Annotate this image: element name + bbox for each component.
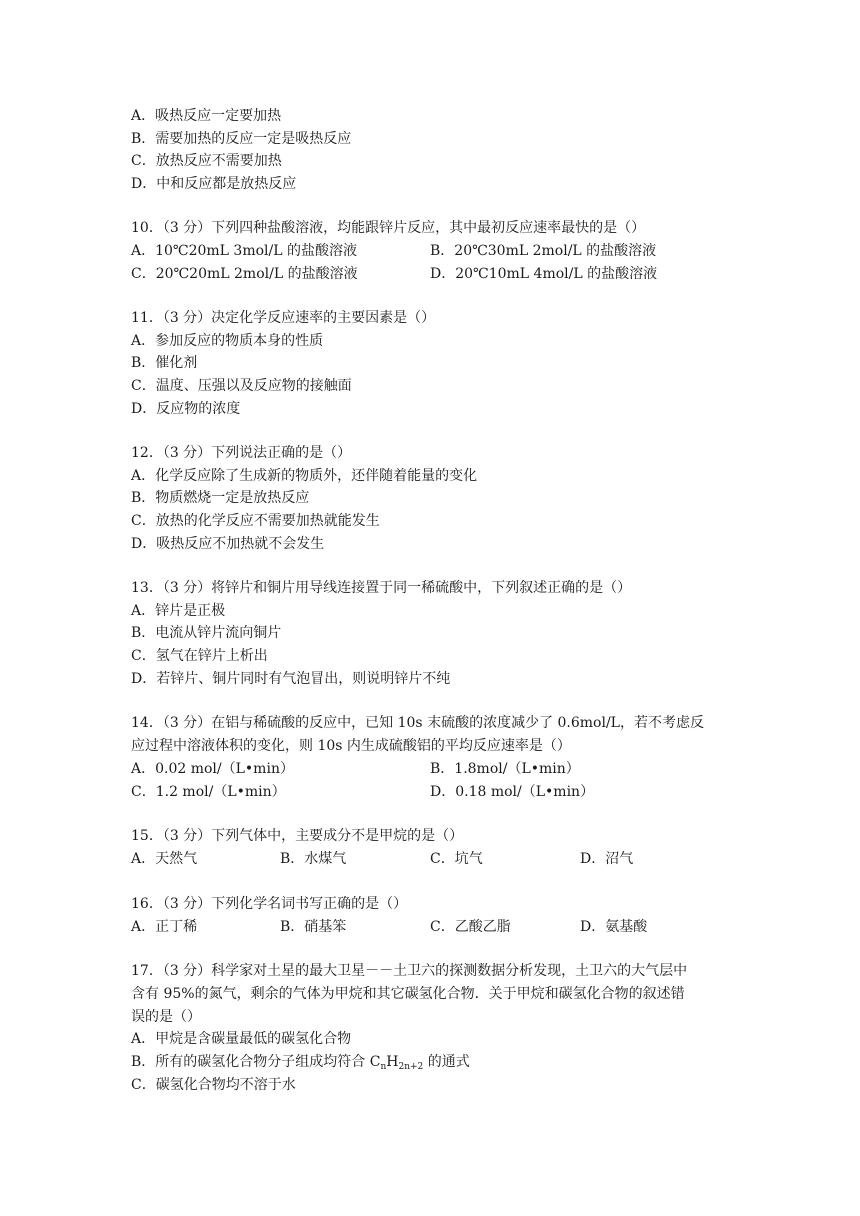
q11-option-b: B．催化剂 xyxy=(131,355,198,371)
q10-option-b: B．20℃30mL 2mol/L 的盐酸溶液 xyxy=(430,243,657,259)
q16-option-a: A．正丁稀 xyxy=(131,919,198,935)
q9-option-b: B．需要加热的反应一定是吸热反应 xyxy=(131,131,352,147)
q14-option-c: C．1.2 mol/（L•min） xyxy=(131,784,286,800)
q12-stem: 12．（3 分）下列说法正确的是（） xyxy=(131,445,352,461)
q17-option-b xyxy=(131,1053,470,1071)
q10-option-c: C．20℃20mL 2mol/L 的盐酸溶液 xyxy=(131,266,358,282)
q13-option-a: A．锌片是正极 xyxy=(131,603,226,619)
q12-option-a: A．化学反应除了生成新的物质外，还伴随着能量的变化 xyxy=(131,468,478,484)
q12-option-d: D．吸热反应不加热就不会发生 xyxy=(131,536,325,552)
q10-stem: 10．（3 分）下列四种盐酸溶液，均能跟锌片反应，其中最初反应速率最快的是（） xyxy=(131,220,646,236)
q14-option-a: A．0.02 mol/（L•min） xyxy=(131,761,294,777)
q10-option-a: A．10℃20mL 3mol/L 的盐酸溶液 xyxy=(131,243,357,259)
q13-stem: 13．（3 分）将锌片和铜片用导线连接置于同一稀硫酸中，下列叙述正确的是（） xyxy=(131,580,632,596)
q13-option-b: B．电流从锌片流向铜片 xyxy=(131,625,282,641)
q12-option-b: B．物质燃烧一定是放热反应 xyxy=(131,490,310,506)
q14-stem-line2: 应过程中溶液体积的变化，则 10s 内生成硫酸铝的平均反应速率是（） xyxy=(131,738,571,754)
q12-option-c: C．放热的化学反应不需要加热就能发生 xyxy=(131,513,380,529)
q13-option-c: C．氢气在锌片上析出 xyxy=(131,648,268,664)
q9-option-c: C．放热反应不需要加热 xyxy=(131,153,282,169)
q17-stem-line3: 误的是（） xyxy=(131,1009,201,1025)
q17-stem-line1: 17．（3 分）科学家对土星的最大卫星－－土卫六的探测数据分析发现，土卫六的大气层中 xyxy=(131,963,688,979)
q11-option-c: C．温度、压强以及反应物的接触面 xyxy=(131,378,352,394)
q14-option-d: D．0.18 mol/（L•min） xyxy=(430,784,595,800)
q17-option-c: C．碳氢化合物均不溶于水 xyxy=(131,1077,296,1093)
q9-option-d: D．中和反应都是放热反应 xyxy=(131,176,297,192)
q16-option-d: D．氨基酸 xyxy=(580,919,648,935)
q17-stem-line2: 含有 95%的氮气，剩余的气体为甲烷和其它碳氢化合物．关于甲烷和碳氢化合物的叙述错 xyxy=(131,986,685,1002)
q13-option-d: D．若锌片、铜片同时有气泡冒出，则说明锌片不纯 xyxy=(131,671,451,687)
formula-hydrogen: H xyxy=(386,1054,399,1070)
q16-option-c: C．乙酸乙脂 xyxy=(430,919,511,935)
formula-subscript-n: n xyxy=(380,1062,387,1072)
q11-option-a: A．参加反应的物质本身的性质 xyxy=(131,333,324,349)
q14-stem-line1: 14．（3 分）在铝与稀硫酸的反应中，已知 10s 末硫酸的浓度减少了 0.6mol/L，若不考虑反 xyxy=(131,715,704,731)
q15-option-d: D．沼气 xyxy=(580,851,634,867)
q11-option-d: D．反应物的浓度 xyxy=(131,401,241,417)
q16-option-b: B．硝基笨 xyxy=(280,919,347,935)
q15-option-a: A．天然气 xyxy=(131,851,198,867)
q10-option-d: D．20℃10mL 4mol/L 的盐酸溶液 xyxy=(430,266,658,282)
formula-subscript-2n2: 2n+2 xyxy=(398,1062,424,1072)
q15-option-c: C．坑气 xyxy=(430,851,483,867)
q17-option-a: A．甲烷是含碳量最低的碳氢化合物 xyxy=(131,1031,352,1047)
q15-stem: 15．（3 分）下列气体中，主要成分不是甲烷的是（） xyxy=(131,828,464,844)
q15-option-b: B．水煤气 xyxy=(280,851,347,867)
q16-stem: 16．（3 分）下列化学名词书写正确的是（） xyxy=(131,896,408,912)
q17-option-b-tail: 的通式 xyxy=(423,1054,470,1070)
q17-option-b-text: B．所有的碳氢化合物分子组成均符合 C xyxy=(131,1054,381,1070)
q9-option-a: A．吸热反应一定要加热 xyxy=(131,108,282,124)
q11-stem: 11．（3 分）决定化学反应速率的主要因素是（） xyxy=(131,310,436,326)
q14-option-b: B．1.8mol/（L•min） xyxy=(430,761,580,777)
